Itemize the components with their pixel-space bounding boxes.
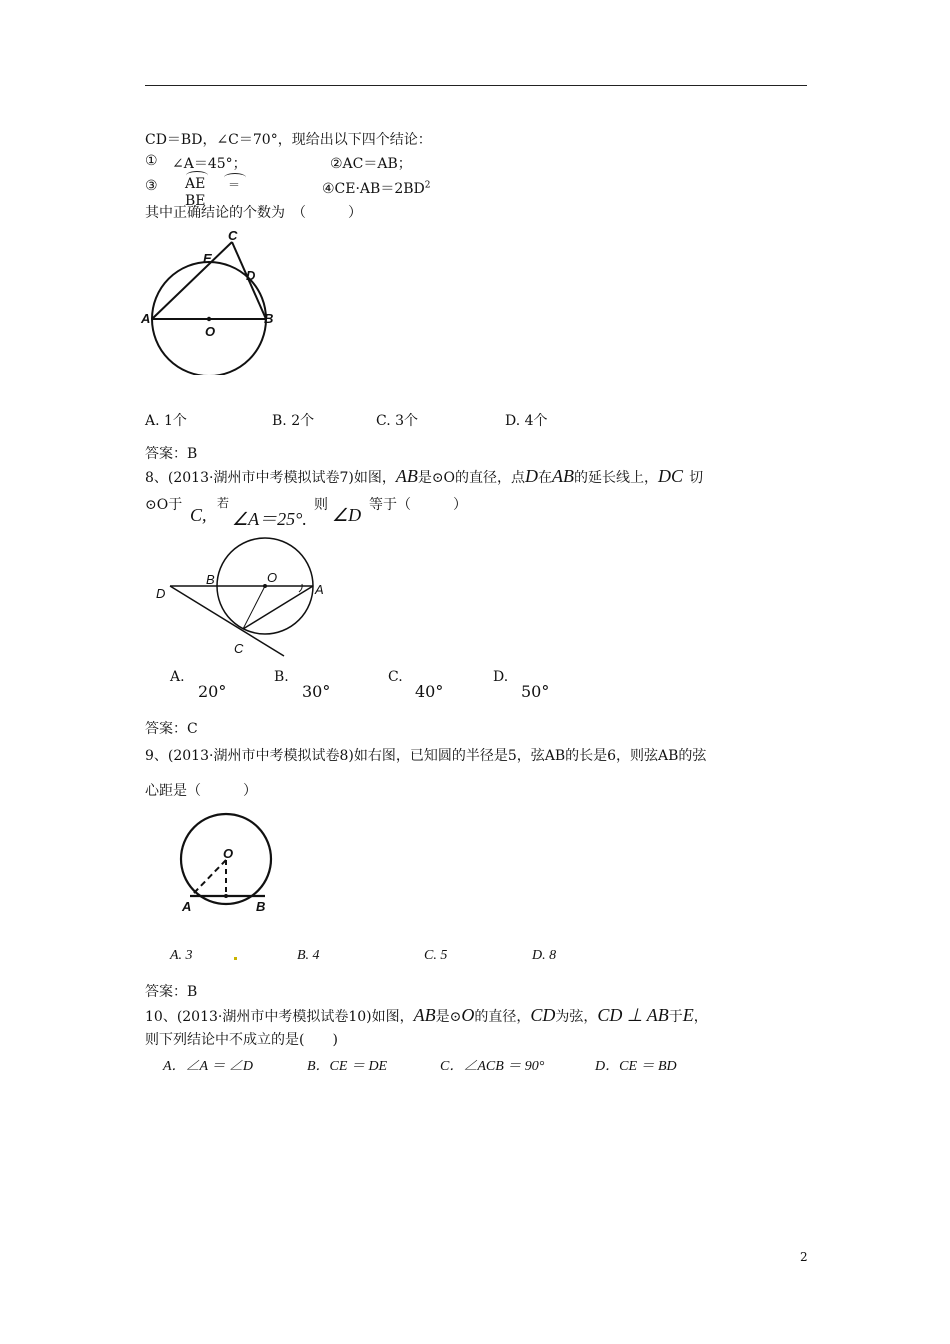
q7-choice3-marker: ③	[145, 178, 158, 194]
svg-text:B: B	[206, 572, 215, 587]
q8-option-b-label: B.	[274, 669, 289, 685]
q10-line2: 则下列结论中不成立的是( )	[145, 1032, 338, 1048]
q9-option-d: D. 8	[532, 948, 557, 963]
q10-line1: 10、(2013·湖州市中考模拟试卷10)如图，AB是⊙O的直径，CD为弦，CD ⊥ AB于E，	[145, 1005, 708, 1025]
q8-option-c-label: C.	[388, 669, 403, 685]
q8-option-d-value: 50°	[521, 682, 550, 701]
svg-text:C: C	[228, 228, 238, 243]
q8-figure	[150, 532, 340, 660]
q10-option-c: C．∠ACB ＝ 90°	[440, 1059, 545, 1074]
q8-answer: 答案：C	[145, 721, 198, 737]
q8-line1: 8、(2013·湖州市中考模拟试卷7)如图，AB是⊙O的直径，点D在AB的延长线上，DC 切	[145, 466, 704, 486]
svg-text:E: E	[203, 251, 212, 266]
q10-option-b: B．CE ＝ DE	[307, 1059, 388, 1074]
q9-option-c: C. 5	[424, 948, 448, 963]
q8-line2-end: 等于（ ）	[369, 497, 467, 513]
q7-option-a: A. 1个	[145, 413, 187, 429]
svg-text:D: D	[246, 268, 256, 283]
q7-figure	[140, 225, 290, 375]
q9-line2: 心距是（ ）	[145, 783, 257, 799]
q8-option-d-label: D.	[493, 669, 509, 685]
svg-text:B: B	[256, 899, 266, 914]
page-number: 2	[800, 1250, 808, 1264]
q7-choice2: ②AC＝AB；	[330, 156, 412, 172]
q8-point-c: C,	[190, 505, 207, 525]
q9-figure	[170, 812, 285, 917]
q7-option-b: B. 2个	[272, 413, 315, 429]
svg-text:C: C	[234, 641, 244, 656]
q9-answer: 答案：B	[145, 984, 198, 1000]
q8-then: 则	[314, 497, 328, 513]
q7-choice4: $④CE\cdot AB=2BD^2$	[322, 180, 431, 197]
svg-text:D: D	[156, 586, 166, 601]
q7-prompt: 其中正确结论的个数为 （ ）	[145, 205, 362, 221]
q7-choice1: ∠A＝45°；	[172, 156, 247, 172]
q8-angle-d: ∠D	[332, 505, 362, 525]
q9-option-b: B. 4	[297, 948, 320, 963]
q8-option-b-value: 30°	[302, 682, 331, 701]
q7-answer: 答案：B	[145, 446, 198, 462]
q7-choice3-equals: ＝	[228, 178, 241, 192]
svg-text:O: O	[205, 324, 216, 339]
svg-text:A: A	[315, 582, 324, 597]
q8-option-a-value: 20°	[198, 682, 227, 701]
q7-choice3-top: AE	[185, 176, 206, 192]
q8-line2-start: ⊙O于	[145, 497, 183, 513]
svg-text:B: B	[264, 311, 274, 326]
q8-option-c-value: 40°	[415, 682, 444, 701]
svg-text:A: A	[141, 311, 151, 326]
q7-choice3-bottom: BE	[185, 193, 206, 209]
q8-angle-a: ∠A＝25°.	[232, 509, 307, 529]
q7-choice1-marker: ①	[145, 153, 158, 169]
svg-text:O: O	[267, 570, 278, 585]
q10-option-d: D．CE ＝ BD	[595, 1059, 677, 1074]
q10-option-a: A．∠A ＝ ∠D	[163, 1059, 253, 1074]
q7-option-c: C. 3个	[376, 413, 419, 429]
svg-text:A: A	[182, 899, 192, 914]
speck-mark	[234, 957, 237, 960]
q7-option-d: D. 4个	[505, 413, 548, 429]
q7-line1: CD＝BD，∠C＝70°，现给出以下四个结论：	[145, 132, 432, 148]
q8-if: 若	[217, 496, 230, 510]
header-rule	[145, 85, 807, 86]
svg-text:O: O	[223, 846, 234, 861]
q9-option-a: A. 3	[170, 948, 193, 963]
q9-line1: 9、(2013·湖州市中考模拟试卷8)如右图，已知圆的半径是5，弦AB的长是6，则弦AB的弦	[145, 748, 707, 764]
q8-option-a-label: A.	[170, 669, 185, 685]
